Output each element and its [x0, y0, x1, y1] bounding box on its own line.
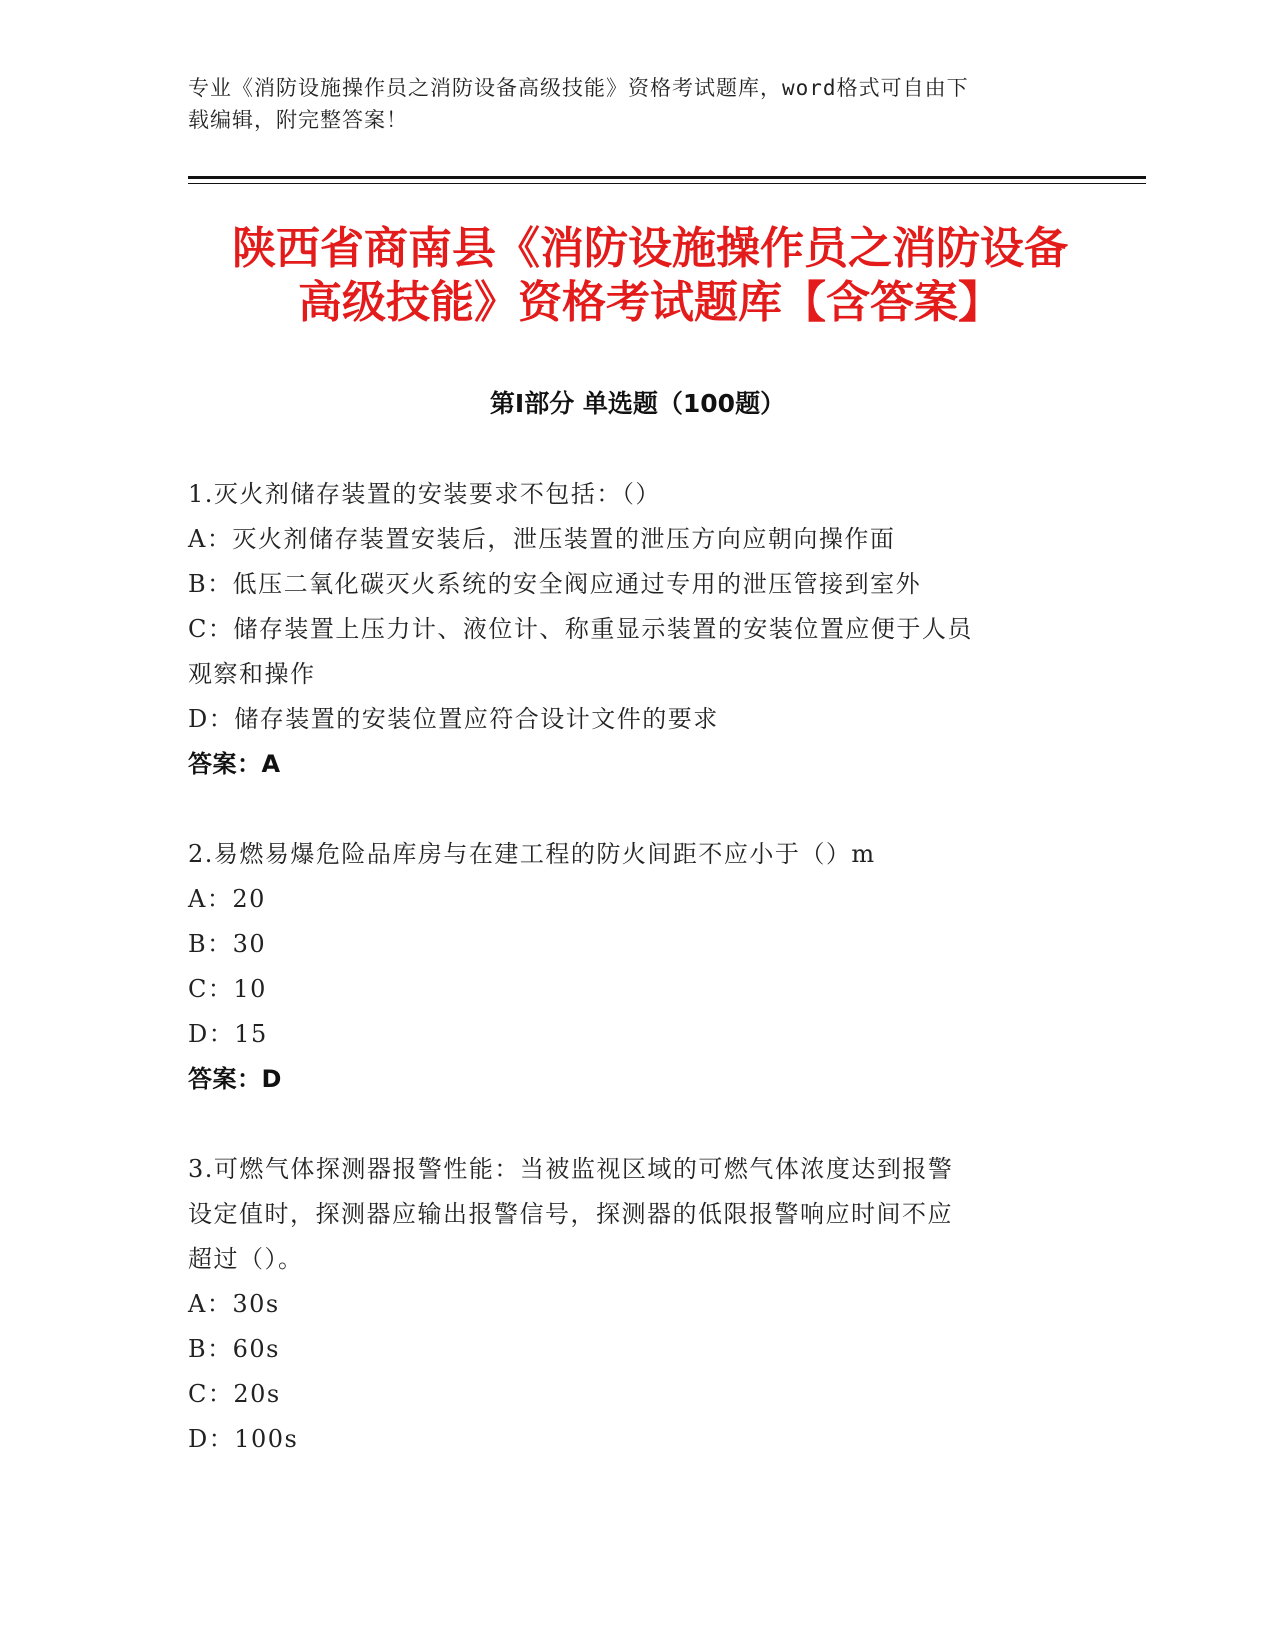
option-d: D：储存装置的安装位置应符合设计文件的要求 [188, 705, 719, 733]
option-b: B：低压二氧化碳灭火系统的安全阀应通过专用的泄压管接到室外 [188, 570, 922, 598]
question-stem: 1.灭火剂储存装置的安装要求不包括：（） [188, 480, 661, 508]
section-title: 第Ⅰ部分 单选题（100题） [489, 389, 786, 418]
question-stem: 2.易燃易爆危险品库房与在建工程的防火间距不应小于（）m [188, 840, 876, 868]
option-a: A：灭火剂储存装置安装后，泄压装置的泄压方向应朝向操作面 [188, 525, 896, 553]
option-b: B：60s [188, 1335, 280, 1363]
question-list [188, 472, 1088, 1462]
document-title-line-1: 陕西省商南县《消防设施操作员之消防设备 [232, 223, 1068, 274]
document-header-note [188, 72, 1088, 136]
header-divider-thick [188, 176, 1146, 179]
option-d: D：15 [188, 1020, 268, 1048]
option-c: C：20s [188, 1380, 281, 1408]
header-note-line-2: 载编辑，附完整答案！ [188, 108, 408, 132]
option-c: C：10 [188, 975, 267, 1003]
header-divider-thin [188, 183, 1146, 184]
question-stem-line-2: 设定值时，探测器应输出报警信号，探测器的低限报警响应时间不应 [188, 1200, 953, 1228]
document-title [160, 222, 1140, 330]
option-c-continued: 观察和操作 [188, 660, 316, 688]
option-a: A：20 [188, 885, 266, 913]
answer: 答案：D [188, 1065, 282, 1093]
document-title-line-2: 高级技能》资格考试题库【含答案】 [298, 277, 1002, 328]
question-3 [188, 1147, 1088, 1462]
option-c: C：储存装置上压力计、液位计、称重显示装置的安装位置应便于人员 [188, 615, 973, 643]
option-d: D：100s [188, 1425, 299, 1453]
header-note-line-1: 专业《消防设施操作员之消防设备高级技能》资格考试题库，word格式可自由下 [188, 76, 969, 100]
question-1 [188, 472, 1088, 787]
question-2 [188, 832, 1088, 1102]
option-a: A：30s [188, 1290, 280, 1318]
answer: 答案：A [188, 750, 281, 778]
question-stem-line-3: 超过（）。 [188, 1245, 304, 1273]
question-stem-line-1: 3.可燃气体探测器报警性能：当被监视区域的可燃气体浓度达到报警 [188, 1155, 954, 1183]
option-b: B：30 [188, 930, 267, 958]
